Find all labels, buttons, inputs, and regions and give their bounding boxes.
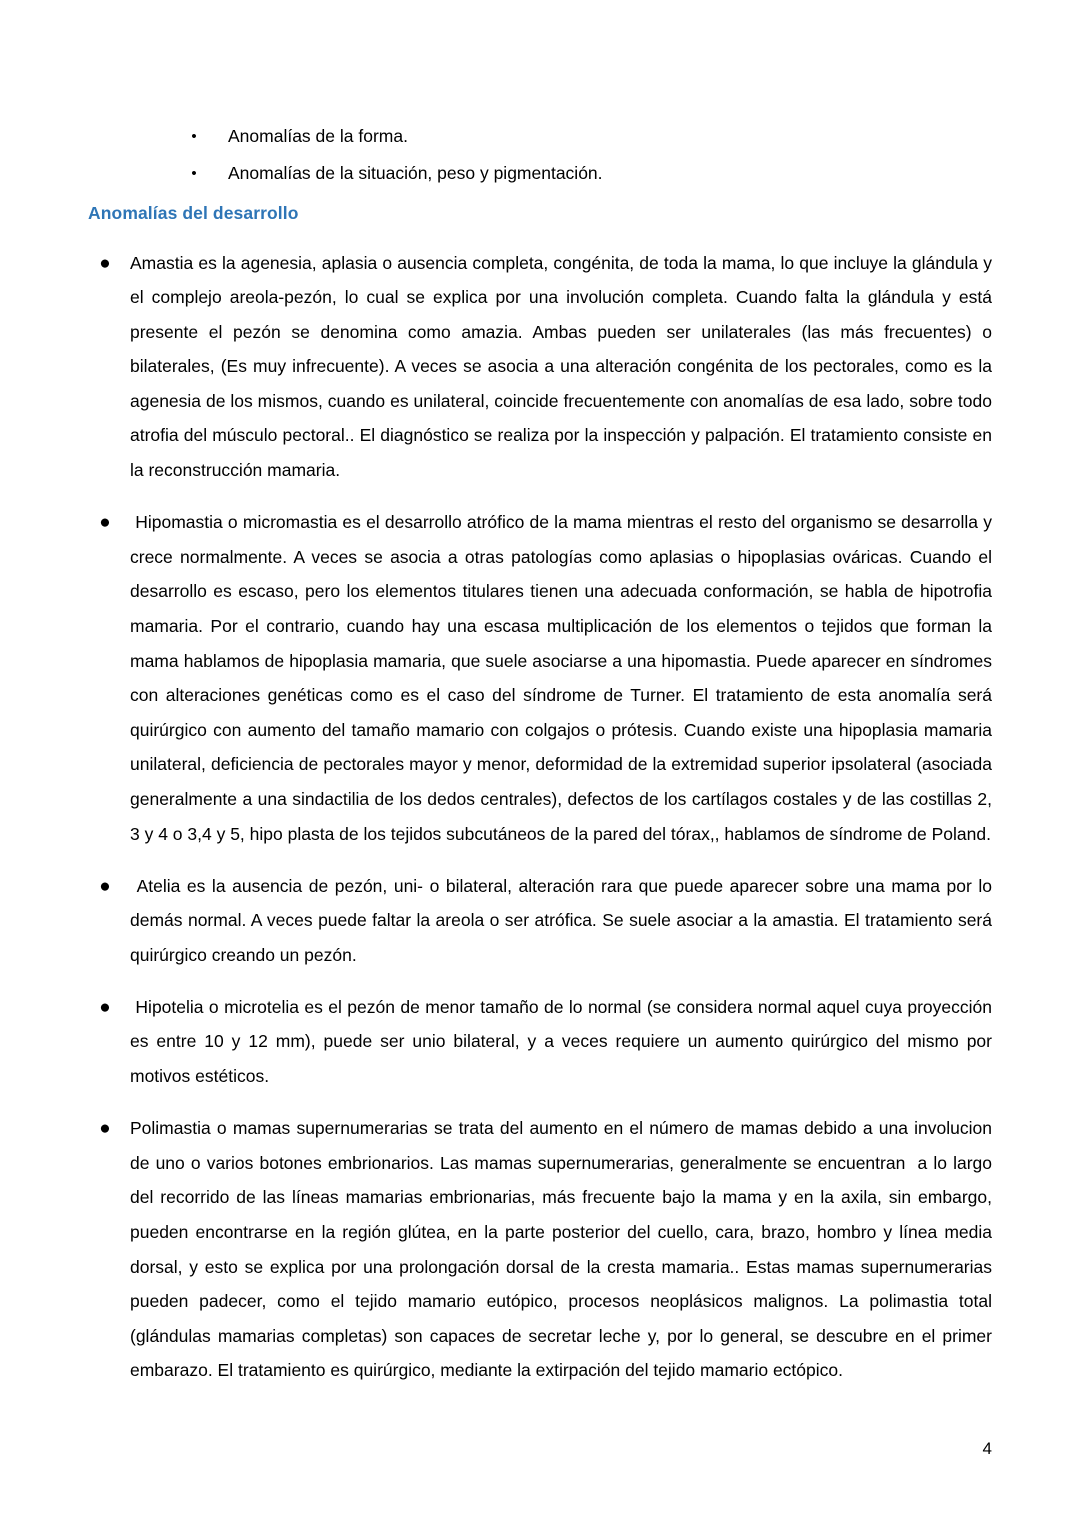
bullet-dot-icon: ●	[99, 1118, 111, 1140]
bullet-dot-icon: ●	[99, 252, 111, 274]
bullet-dot-icon: •	[191, 128, 197, 145]
paragraph-polimastia: Polimastia o mamas supernumerarias se trata del aumento en el número de mamas debido a una involucion de uno o varios botones embrionarios. Las mamas supernumerarias, generalmente se encuentran a lo largo del recorrido de las líneas mamarias embrionarias, más frecuente bajo la mama y en la axila, sin embargo, pueden encontrarse en la región glútea, en la parte posterior del cuello, cara, brazo, hombro y línea media dorsal, y esto se explica por una prolongación dorsal de la cresta mamaria.. Estas mamas supernumerarias pueden padecer, como el tejido mamario eutópico, procesos neoplásicos malignos. La polimastia total (glándulas mamarias completas) son capaces de secretar leche y, por lo general, se descubre en el primer embarazo. El tratamiento es quirúrgico, mediante la extirpación del tejido mamario ectópico.	[130, 1118, 997, 1381]
list-item	[88, 118, 992, 155]
page-number: 4	[982, 1439, 992, 1458]
main-bullet-list	[88, 246, 997, 1388]
page-content	[88, 118, 997, 1405]
paragraph-hipotelia: Hipotelia o microtelia es el pezón de menor tamaño de lo normal (se considera normal aquel cuya proyección es entre 10 y 12 mm), puede ser unio bilateral, y a veces requiere un aumento quirúrgico del mismo por motivos estéticos.	[130, 996, 997, 1087]
list-item	[88, 990, 997, 1094]
paragraph-amastia: Amastia es la agenesia, aplasia o ausencia completa, congénita, de toda la mama, lo que incluye la glándula y el complejo areola-pezón, lo cual se explica por una involución completa. Cuando falta la glándula y está presente el pezón se denomina como amazia. Ambas pueden ser unilaterales (las más frecuentes) o bilaterales, (Es muy infrecuente). A veces se asocia a una alteración congénita de los pectorales, como es la agenesia de los mismos, cuando es unilateral, coincide frecuentemente con anomalías de esa lado, sobre todo atrofia del músculo pectoral.. El diagnóstico se realiza por la inspección y palpación. El tratamiento consiste en la reconstrucción mamaria.	[130, 252, 997, 481]
section-heading: Anomalías del desarrollo	[88, 203, 299, 223]
list-item	[88, 869, 997, 973]
bullet-dot-icon: ●	[99, 996, 111, 1018]
bullet-dot-icon: •	[191, 165, 197, 182]
paragraph-hipomastia: Hipomastia o micromastia es el desarrollo atrófico de la mama mientras el resto del organismo se desarrolla y crece normalmente. A veces se asocia a otras patologías como aplasias o hipoplasias ováricas. Cuando el desarrollo es escaso, pero los elementos titulares tienen una adecuada conformación, se habla de hipotrofia mamaria. Por el contrario, cuando hay una escasa multiplicación de los elementos o tejidos que forman la mama hablamos de hipoplasia mamaria, que suele asociarse a una hipomastia. Puede aparecer en síndromes con alteraciones genéticas como es el caso del síndrome de Turner. El tratamiento de esta anomalía será quirúrgico con aumento del tamaño mamario con colgajos o prótesis. Cuando existe una hipoplasia mamaria unilateral, deficiencia de pectorales mayor y menor, deformidad de la extremidad superior ipsolateral (asociada generalmente a una sindactilia de los dedos centrales), defectos de los cartílagos costales y de las costillas 2, 3 y 4 o 3,4 y 5, hipo plasta de los tejidos subcutáneos de la pared del tórax,, hablamos de síndrome de Poland.	[130, 512, 997, 844]
bullet-dot-icon: ●	[99, 875, 111, 897]
list-item	[88, 1111, 997, 1388]
list-item-text: Anomalías de la situación, peso y pigmentación.	[228, 163, 603, 183]
list-item-text: Anomalías de la forma.	[228, 126, 408, 146]
list-item	[88, 246, 997, 488]
sub-bullet-list	[88, 118, 992, 192]
list-item	[88, 505, 997, 851]
paragraph-atelia: Atelia es la ausencia de pezón, uni- o bilateral, alteración rara que puede aparecer sobre una mama por lo demás normal. A veces puede faltar la areola o ser atrófica. Se suele asociar a la amastia. El tratamiento será quirúrgico creando un pezón.	[130, 875, 997, 965]
bullet-dot-icon: ●	[99, 512, 111, 534]
list-item	[88, 155, 992, 192]
